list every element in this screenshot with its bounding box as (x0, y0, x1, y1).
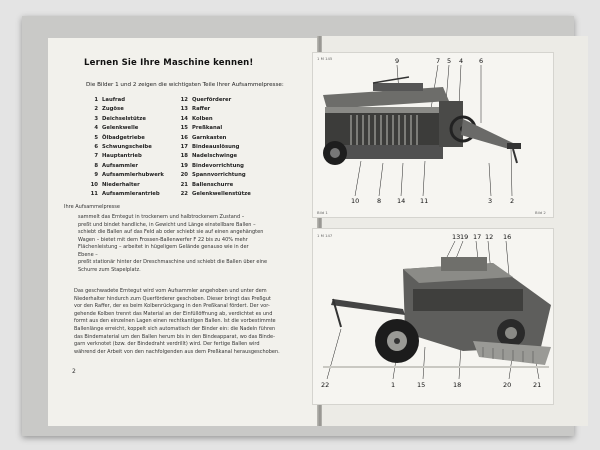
part-item: 12 Querförderer (180, 97, 232, 103)
part-item: 20 Spannvorrichtung (180, 172, 246, 179)
part-item: 13 Raffer (180, 106, 211, 113)
part-item: 4 Gelenkwelle (94, 125, 139, 132)
callout-label: 7 (436, 57, 441, 65)
text-line: Flächenleistung – arbeitet in hügeligem Gelände genauso wie in der (78, 244, 249, 250)
text-line: preßt und bindet handliche, in Gewicht und Länge einstellbare Ballen – (78, 221, 256, 228)
callout-label: 3 (488, 197, 493, 205)
callout-label: 20 (503, 381, 512, 389)
feature-paragraph (72, 214, 282, 274)
callout-label: 14 (397, 197, 406, 205)
text-line: Niederhalter hindurch zum Querförderer geschoben. Dieser bringt das Preßgut (74, 295, 271, 302)
figure-1 (312, 52, 554, 218)
callout-label: 2 (510, 197, 515, 205)
callout-label: 17 (473, 233, 482, 241)
parts-list-1 (88, 96, 164, 199)
figure-1-code: 1 M 145 (317, 56, 333, 61)
part-item: 9 Aufsammlerhubwerk (94, 172, 164, 179)
text-line: Ebene – (78, 251, 98, 258)
subheading: Ihre Aufsammelpresse (64, 204, 120, 210)
part-item: 14 Kolben (180, 115, 213, 122)
callout-label: 9 (395, 57, 400, 65)
part-item: 17 Bindeauslösung (180, 144, 240, 151)
callout-label: 21 (533, 381, 542, 389)
text-line: gehende Kolben trennt das Material an der Einfüllöffnung ab, verdichtet es und (74, 310, 273, 317)
part-item: 5 Ölbadgetriebe (94, 134, 145, 141)
part-item: 2 Zugöse (94, 106, 124, 113)
text-line: Ballenlänge erreicht, koppelt sich automatisch der Binder ein: die Nadeln führen (74, 325, 276, 332)
part-item: 15 Preßkanal (180, 125, 223, 132)
page-number: 2 (72, 368, 76, 375)
function-paragraph (74, 288, 286, 356)
page-heading: Lernen Sie Ihre Maschine kennen! (84, 58, 254, 68)
baler-rear-illustration (313, 53, 553, 217)
figure-2 (312, 228, 554, 405)
figure-caption: Bild 2 (535, 210, 546, 215)
figure-caption: Bild 1 (317, 210, 328, 215)
text-line: sammelt das Erntegut in trockenem und halbtrockenem Zustand – (78, 214, 245, 220)
part-item: 11 Aufsammlerantrieb (90, 191, 160, 198)
figure-2-code: 1 M 147 (317, 233, 333, 238)
callout-label: 18 (453, 381, 462, 389)
callout-label: 1 (391, 381, 396, 389)
part-item: 8 Aufsammler (94, 162, 138, 169)
part-item: 18 Nadelschwinge (180, 153, 238, 160)
callout-label: 13 (452, 233, 461, 241)
callout-label: 12 (485, 233, 494, 241)
parts-list-2 (178, 96, 251, 199)
callout-label: 10 (351, 197, 360, 205)
part-item: 21 Ballenschurre (180, 181, 234, 188)
callout-label: 5 (447, 57, 452, 65)
part-item: 10 Niederhalter (90, 181, 140, 188)
callout-label: 4 (459, 57, 464, 65)
part-item: 1 Laufrad (94, 97, 126, 103)
part-item: 7 Hauptantrieb (94, 153, 142, 160)
text-line: Schurre zum Stapelplatz. (78, 266, 141, 273)
callout-label: 22 (321, 381, 330, 389)
part-item: 16 Garnkasten (180, 134, 227, 141)
part-item: 3 Deichselstütze (94, 115, 146, 122)
intro-text: Die Bilder 1 und 2 zeigen die wichtigsten Teile Ihrer Aufsammelpresse: (86, 82, 284, 88)
part-item: 6 Schwungscheibe (94, 144, 152, 151)
baler-body (323, 77, 521, 165)
text-line: vor den Raffer, der es beim Kolbenrückgang in den Preßkanal fördert. Der vor- (74, 303, 270, 310)
text-line: Das geschwadete Erntegut wird vom Aufsammler angehoben und unter dem (74, 288, 267, 294)
callout-label: 19 (460, 233, 469, 241)
text-line: garn verknotet (bzw. der Bindedraht verdrillt) wird. Der fertige Ballen wird (74, 341, 260, 348)
callout-label: 15 (417, 381, 426, 389)
baler-side-illustration (313, 229, 553, 404)
callout-label: 11 (420, 197, 429, 205)
text-line: während der Arbeit von den nachfolgenden aus dem Preßkanal herausgeschoben. (74, 348, 280, 355)
part-item: 19 Bindevorrichtung (180, 162, 244, 169)
baler-body (323, 257, 551, 367)
callout-label: 8 (377, 197, 382, 205)
part-item: 22 Gelenkwellenstütze (180, 191, 251, 198)
text-line: das Bindematerial um den Ballen herum bis in den Bindeapparat, wo das Binde- (74, 333, 275, 340)
text-line: schiebt die Ballen auf das Feld ab oder schiebt sie auf einen angehängten (78, 229, 264, 235)
text-line: Wagen – bietet mit dem Frossen-Ballenwerfer F 22 bis zu 40% mehr (78, 236, 248, 243)
callout-label: 6 (479, 57, 484, 65)
text-line: preßt stationär hinter der Dreschmaschine und schiebt die Ballen über eine (78, 259, 268, 265)
text-line: formt aus den einzelnen Lagen einen rechtkantigen Ballen. Ist die vorbestimmte (74, 318, 276, 325)
callout-label: 16 (503, 233, 512, 241)
